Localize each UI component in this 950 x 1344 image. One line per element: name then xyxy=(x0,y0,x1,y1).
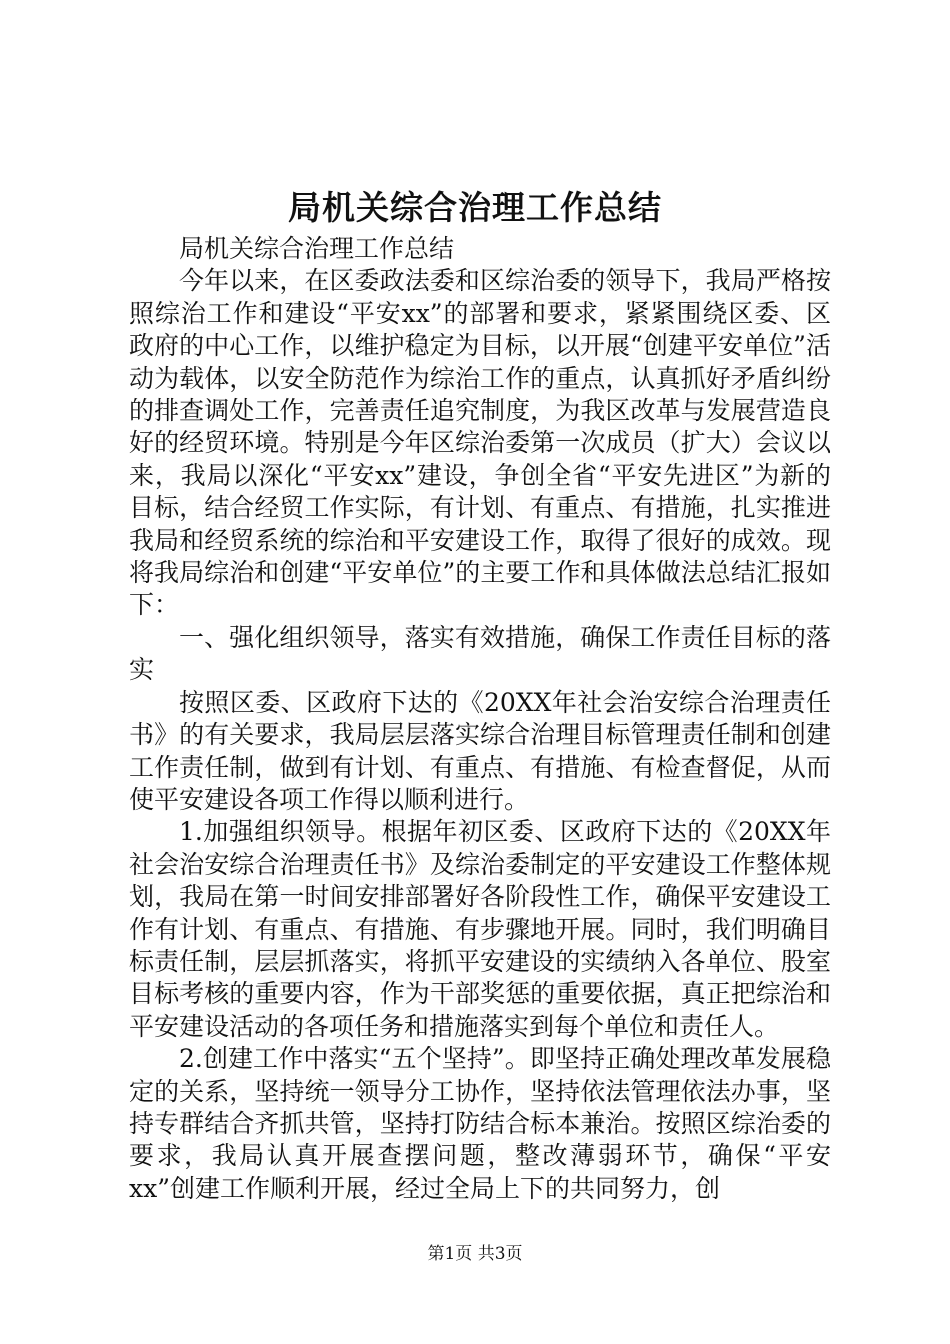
paragraph-item-2: 2.创建工作中落实“五个坚持”。即坚持正确处理改革发展稳定的关系，坚持统一领导分工协作，坚持依法管理依法办事，坚持专群结合齐抓共管，坚持打防结合标本兼治。按照区综治委的要求，我局认真开展查摆问题，整改薄弱环节，确保“平安xx”创建工作顺利开展，经过全局上下的共同努力，创 xyxy=(129,1044,831,1203)
page-number: 第1页 共3页 xyxy=(427,1244,523,1264)
paragraph-section-heading: 一、强化组织领导，落实有效措施，确保工作责任目标的落实 xyxy=(129,622,831,685)
paragraph-intro: 今年以来，在区委政法委和区综治委的领导下，我局严格按照综治工作和建设“平安xx”的部署和要求，紧紧围绕区委、区政府的中心工作，以维护稳定为目标，以开展“创建平安单位”活动为载体，以安全防范作为综治工作的重点，认真抓好矛盾纠纷的排查调处工作，完善责任追究制度，为我区改革与发展营造良好的经贸环境。特别是今年区综治委第一次成员（扩大）会议以来，我局以深化“平安xx”建设，争创全省“平安先进区”为新的目标，结合经贸工作实际，有计划、有重点、有措施，扎实推进我局和经贸系统的综治和平安建设工作，取得了很好的成效。现将我局综治和创建“平安单位”的主要工作和具体做法总结汇报如下： xyxy=(129,266,831,620)
document-title: 局机关综合治理工作总结 xyxy=(288,188,662,227)
paragraph-subtitle: 局机关综合治理工作总结 xyxy=(179,234,455,263)
paragraph-item-1: 1.加强组织领导。根据年初区委、区政府下达的《20XX年社会治安综合治理责任书》及综治委制定的平安建设工作整体规划，我局在第一时间安排部署好各阶段性工作，确保平安建设工作有计划、有重点、有措施、有步骤地开展。同时，我们明确目标责任制，层层抓落实，将抓平安建设的实绩纳入各单位、股室目标考核的重要内容，作为干部奖惩的重要依据，真正把综治和平安建设活动的各项任务和措施落实到每个单位和责任人。 xyxy=(129,817,831,1041)
document-body xyxy=(129,233,831,1205)
paragraph-section-body: 按照区委、区政府下达的《20XX年社会治安综合治理责任书》的有关要求，我局层层落实综合治理目标管理责任制和创建工作责任制，做到有计划、有重点、有措施、有检查督促，从而使平安建设各项工作得以顺利进行。 xyxy=(129,687,831,814)
